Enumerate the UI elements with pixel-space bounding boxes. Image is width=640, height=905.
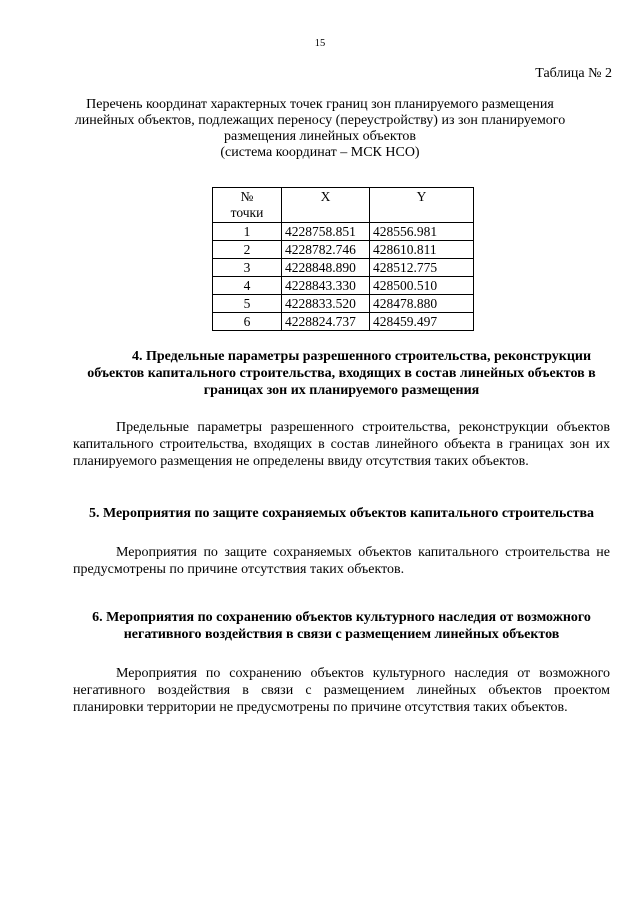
- cell-x: 4228824.737: [282, 313, 370, 331]
- table-row: [213, 223, 474, 241]
- table-row: [213, 259, 474, 277]
- page-number: 15: [314, 38, 326, 49]
- cell-y: 428459.497: [370, 313, 474, 331]
- header-num-label: точки: [230, 205, 264, 220]
- cell-point-number: 2: [213, 241, 282, 259]
- title-line: размещения линейных объектов: [223, 129, 416, 144]
- cell-x: 4228833.520: [282, 295, 370, 313]
- table-row: [213, 313, 474, 331]
- table-row: [213, 295, 474, 313]
- section-5-heading: 5. Мероприятия по защите сохраняемых объектов капитального строительства: [88, 506, 595, 521]
- document-title: [60, 97, 580, 161]
- table-row: [213, 241, 474, 259]
- header-x: X: [282, 188, 370, 223]
- cell-point-number: 1: [213, 223, 282, 241]
- cell-x: 4228848.890: [282, 259, 370, 277]
- cell-point-number: 4: [213, 277, 282, 295]
- cell-y: 428478.880: [370, 295, 474, 313]
- cell-x: 4228758.851: [282, 223, 370, 241]
- cell-point-number: 5: [213, 295, 282, 313]
- section-4-heading: 4. Предельные параметры разрешенного строительства, реконструкции объектов капитального строительства, входящих в состав линейных объектов в границах зон их планируемого размещения: [87, 349, 596, 398]
- cell-y: 428500.510: [370, 277, 474, 295]
- cell-x: 4228843.330: [282, 277, 370, 295]
- table-header-row: [213, 188, 474, 223]
- cell-point-number: 3: [213, 259, 282, 277]
- section-4: [73, 348, 610, 470]
- coordinates-table: [212, 187, 474, 331]
- section-5-body: Мероприятия по защите сохраняемых объектов капитального строительства не предусмотрены по причине отсутствия таких объектов.: [73, 545, 610, 577]
- cell-x: 4228782.746: [282, 241, 370, 259]
- cell-y: 428512.775: [370, 259, 474, 277]
- section-4-body: Предельные параметры разрешенного строительства, реконструкции объектов капитального строительства, входящих в состав линейного объекта в границах зон их планируемого размещения не определены ввиду отсутствия таких объектов.: [73, 420, 610, 469]
- cell-y: 428610.811: [370, 241, 474, 259]
- title-line: линейных объектов, подлежащих переносу (переустройству) из зон планируемого: [74, 113, 566, 128]
- title-line: (система координат – МСК НСО): [220, 145, 420, 160]
- table-row: [213, 277, 474, 295]
- section-6: [73, 609, 610, 716]
- title-line: Перечень координат характерных точек границ зон планируемого размещения: [86, 97, 554, 112]
- table-label: Таблица № 2: [535, 66, 612, 81]
- section-5: [73, 505, 610, 578]
- header-y: Y: [370, 188, 474, 223]
- header-point-number: [213, 188, 282, 223]
- header-num-symbol: №: [240, 189, 254, 204]
- section-6-heading: 6. Мероприятия по сохранению объектов культурного наследия от возможного негативного воздействия в связи с размещением линейных объектов: [92, 610, 591, 642]
- section-6-body: Мероприятия по сохранению объектов культурного наследия от возможного негативного воздействия в связи с размещением линейных объектов проектом планировки территории не предусмотрены по причине отсутствия таких объектов.: [73, 666, 610, 715]
- cell-y: 428556.981: [370, 223, 474, 241]
- cell-point-number: 6: [213, 313, 282, 331]
